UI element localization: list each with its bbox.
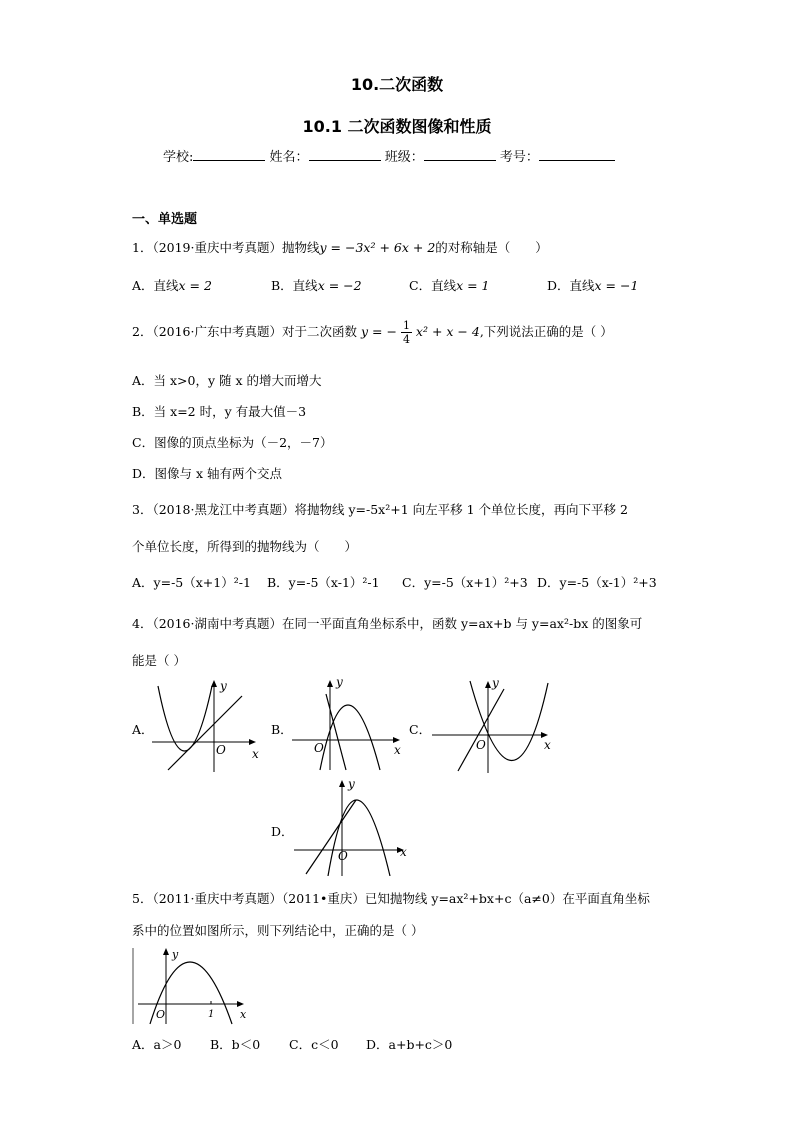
q4a-y-label: y xyxy=(220,679,227,693)
question-4-line1: 4．（2016·湖南中考真题）在同一平面直角坐标系中，函数 y=ax+b 与 y=ax²-bx 的图象可 xyxy=(132,616,643,631)
q5-option-b[interactable]: B．b＜0 xyxy=(210,1037,261,1052)
question-2 xyxy=(132,318,613,346)
q3-option-c[interactable]: C．y=-5（x+1）²+3 xyxy=(402,575,528,590)
q4b-y-label: y xyxy=(336,675,343,689)
q4b-origin-label: O xyxy=(314,741,324,755)
q4-option-d[interactable]: D． xyxy=(271,824,294,839)
q1-formula: y = −3x² + 6x + 2 xyxy=(319,240,436,255)
name-label: 姓名： xyxy=(269,150,309,165)
q2-option-d[interactable]: D．图像与 x 轴有两个交点 xyxy=(132,466,283,481)
q5-option-d[interactable]: D．a+b+c＞0 xyxy=(366,1037,453,1052)
q3-option-d[interactable]: D．y=-5（x-1）²+3 xyxy=(537,575,657,590)
q5-tick-one: 1 xyxy=(208,1009,215,1020)
q4d-y-label: y xyxy=(348,777,355,791)
q1-option-b[interactable]: B．直线x = −2 xyxy=(271,278,362,293)
q5-origin-label: O xyxy=(156,1008,166,1021)
q4d-x-label: x xyxy=(400,845,407,859)
school-field[interactable] xyxy=(193,148,265,161)
page-title: 10.二次函数 xyxy=(350,75,444,94)
q4-option-c[interactable]: C． xyxy=(409,722,432,737)
section-title: 一、单选题 xyxy=(132,212,198,227)
q4a-origin-label: O xyxy=(216,743,226,757)
q2-prefix: 2．（2016·广东中考真题）对于二次函数 xyxy=(132,324,357,339)
q3-option-a[interactable]: A．y=-5（x+1）²-1 xyxy=(132,575,251,590)
id-label: 考号： xyxy=(499,150,539,165)
q2-option-c[interactable]: C．图像的顶点坐标为（－2，－7） xyxy=(132,435,333,450)
q5-x-label: x xyxy=(240,1008,247,1021)
q5-option-c[interactable]: C．c＜0 xyxy=(289,1037,339,1052)
q2-fraction: $\frac{1}{4}$ xyxy=(402,319,410,346)
q1-option-a[interactable]: A．直线x = 2 xyxy=(132,278,212,293)
q1-option-c[interactable]: C．直线x = 1 xyxy=(409,278,490,293)
q4a-x-label: x xyxy=(252,747,259,761)
q4-graph-d xyxy=(294,776,412,876)
q2-option-a[interactable]: A．当 x>0，y 随 x 的增大而增大 xyxy=(132,373,322,388)
class-field[interactable] xyxy=(424,148,496,161)
q1-prefix: 1．（2019·重庆中考真题）抛物线 xyxy=(132,240,320,255)
question-4-line2: 能是（ ） xyxy=(132,653,186,668)
q2-suffix: ,下列说法正确的是（ ） xyxy=(479,324,613,339)
question-3-line2: 个单位长度，所得到的抛物线为（ ） xyxy=(132,539,358,554)
student-info-line xyxy=(163,146,615,165)
q5-graph xyxy=(132,944,250,1026)
q4b-x-label: x xyxy=(394,743,401,757)
q4-graph-c xyxy=(430,671,552,775)
page-subtitle: 10.1 二次函数图像和性质 xyxy=(302,117,492,136)
q2-formula-rest: x² + x − 4 xyxy=(415,324,480,339)
q4d-origin-label: O xyxy=(338,849,348,863)
q3-option-b[interactable]: B．y=-5（x-1）²-1 xyxy=(267,575,380,590)
q4c-y-label: y xyxy=(492,676,499,690)
question-1 xyxy=(132,238,548,256)
q5-y-label: y xyxy=(172,948,179,961)
question-5-line2: 系中的位置如图所示，则下列结论中，正确的是（ ） xyxy=(132,923,424,938)
q1-option-d[interactable]: D．直线x = −1 xyxy=(547,278,639,293)
q5-option-a[interactable]: A．a＞0 xyxy=(132,1037,182,1052)
q2-formula-y: y = − xyxy=(360,324,397,339)
question-3-line1: 3．（2018·黑龙江中考真题）将抛物线 y=-5x²+1 向左平移 1 个单位长度，再向下平移 2 xyxy=(132,502,628,517)
question-5-line1: 5．（2011·重庆中考真题）（2011•重庆）已知抛物线 y=ax²+bx+c（a≠0）在平面直角坐标 xyxy=(132,891,650,906)
school-label: 学校: xyxy=(163,150,194,165)
q4-graph-b xyxy=(292,674,404,772)
id-field[interactable] xyxy=(539,148,615,161)
q4c-x-label: x xyxy=(544,738,551,752)
q4c-origin-label: O xyxy=(476,738,486,752)
name-field[interactable] xyxy=(309,148,381,161)
q4-option-b[interactable]: B． xyxy=(271,722,293,737)
q4-graph-a xyxy=(152,676,260,774)
q2-option-b[interactable]: B．当 x=2 时，y 有最大值－3 xyxy=(132,404,307,419)
class-label: 班级： xyxy=(384,150,424,165)
q4-option-a[interactable]: A． xyxy=(132,722,154,737)
q1-suffix: 的对称轴是（ ） xyxy=(435,240,548,255)
